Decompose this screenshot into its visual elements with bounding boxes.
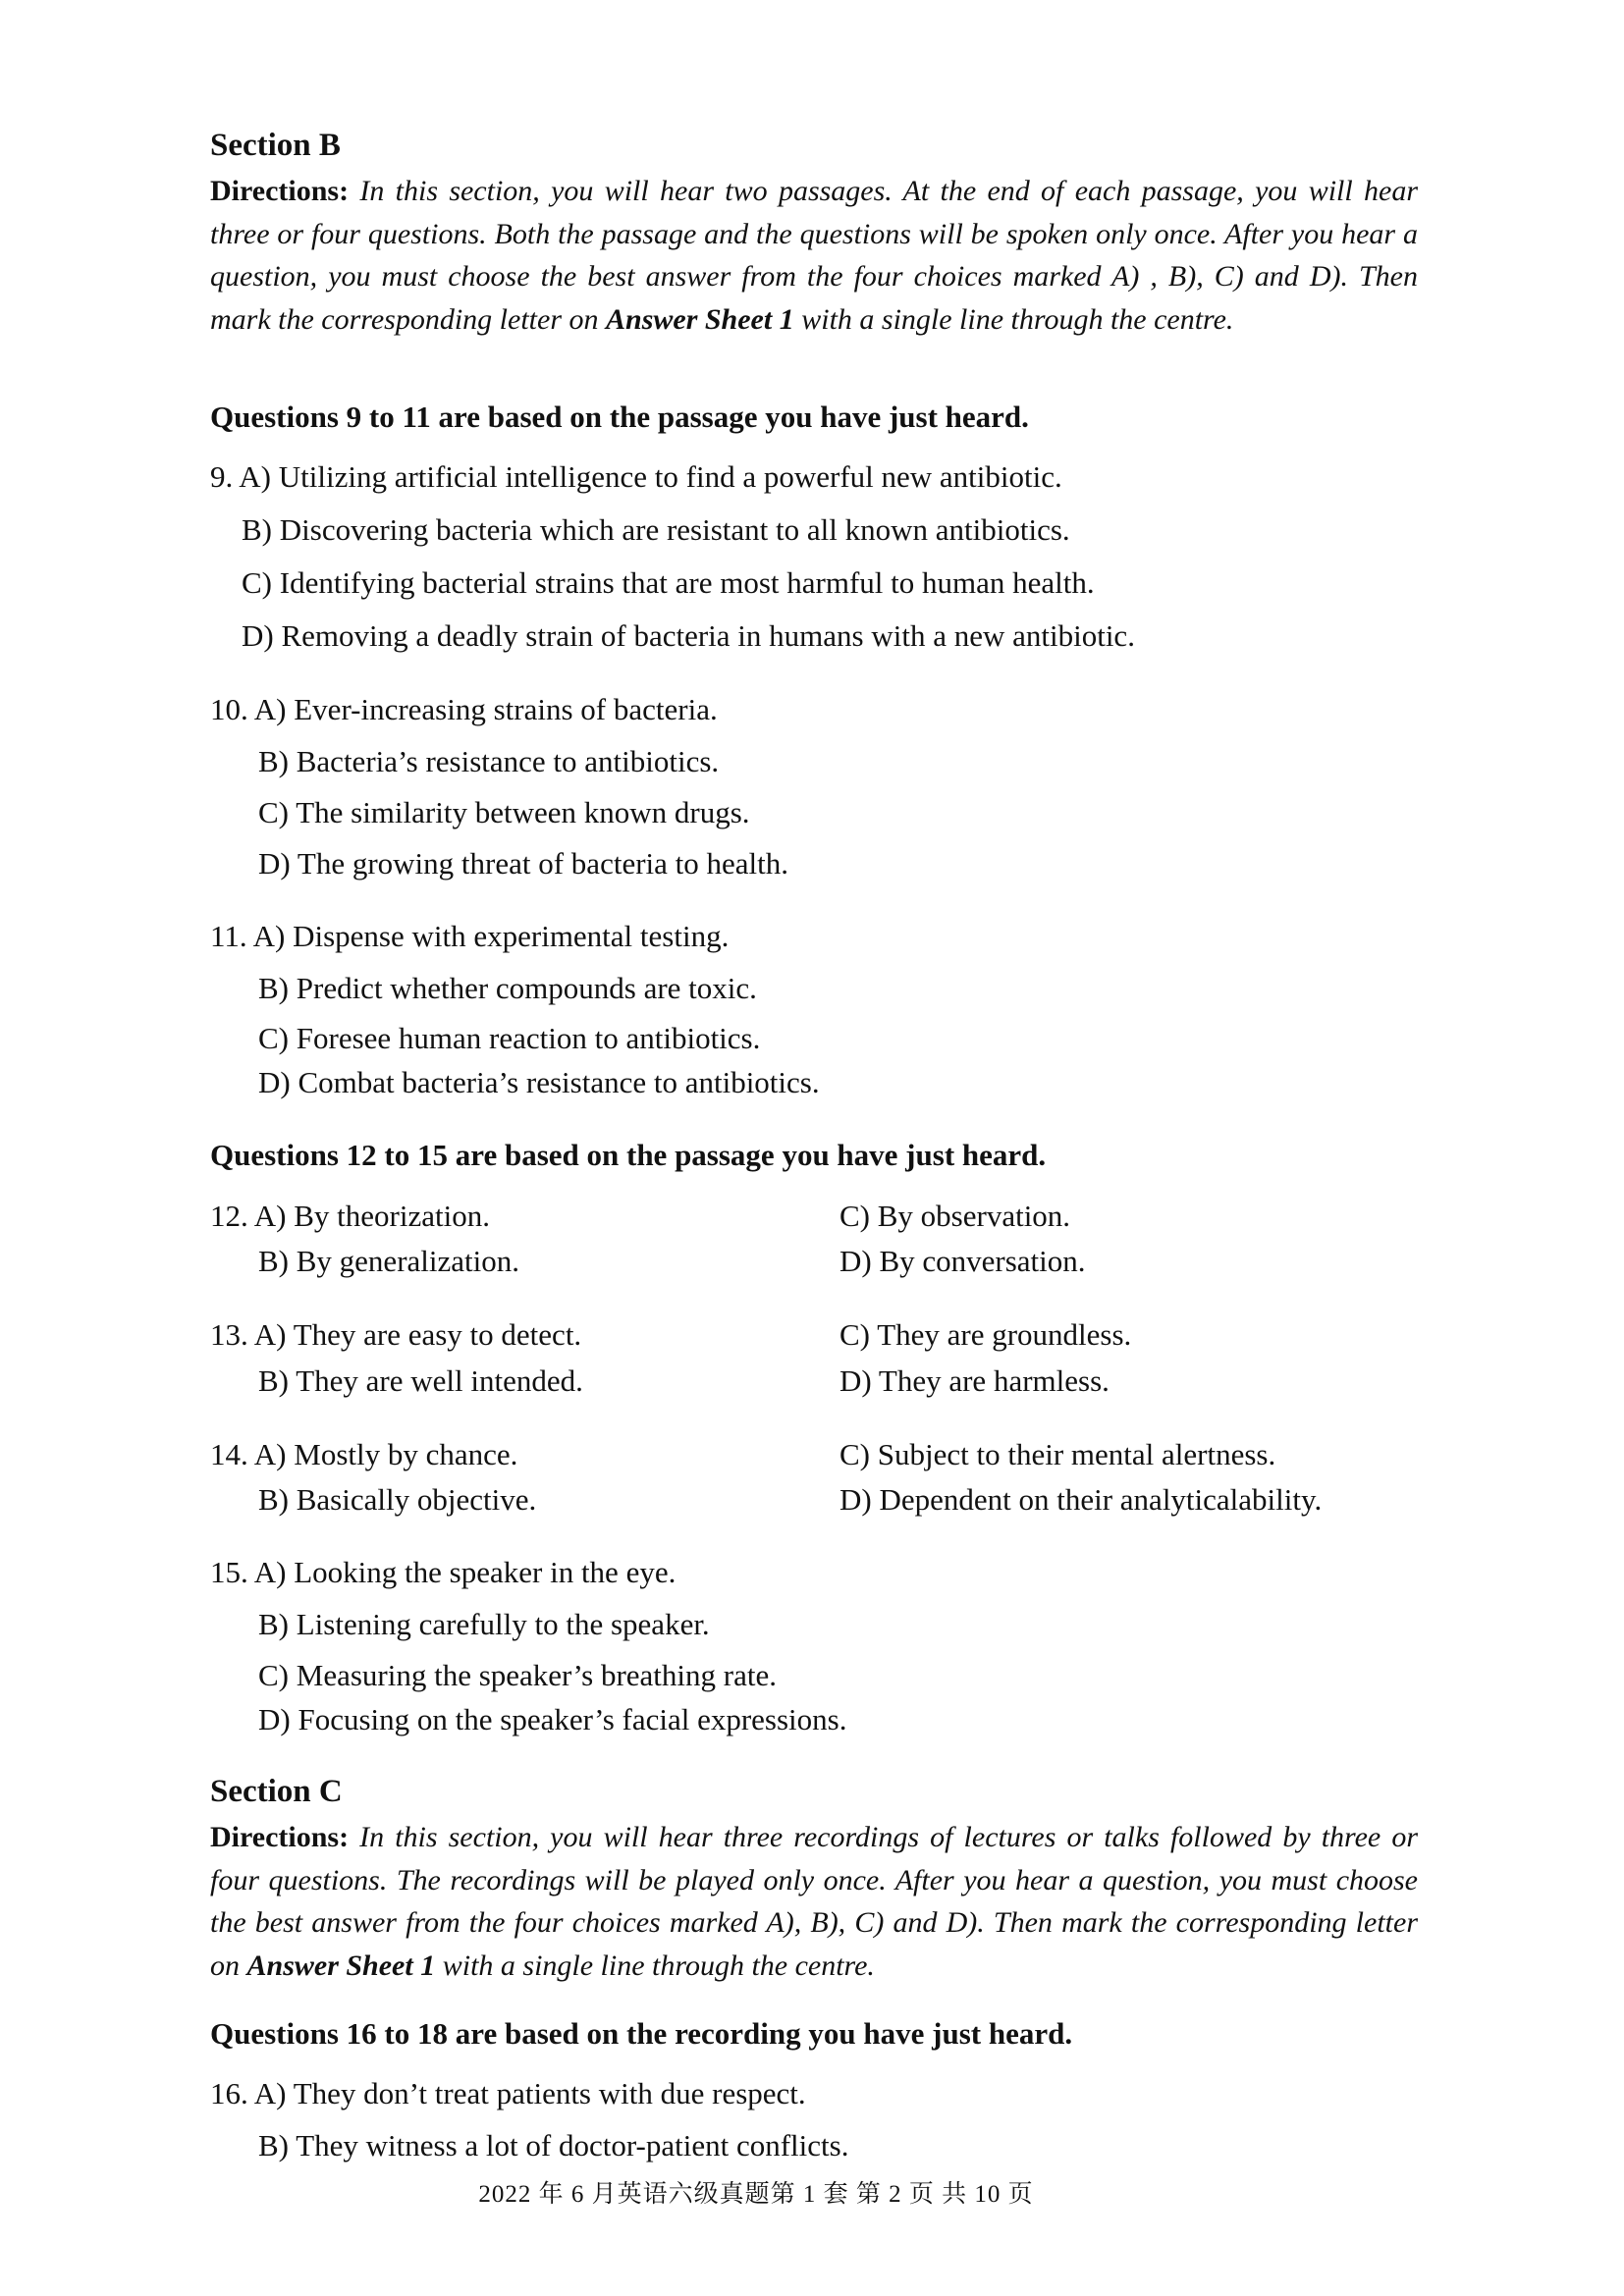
q10-option-d: D) The growing threat of bacteria to health. bbox=[258, 846, 789, 881]
q12-option-c: C) By observation. bbox=[839, 1199, 1071, 1233]
page-footer: 2022 年 6 月英语六级真题第 1 套 第 2 页 共 10 页 bbox=[478, 2181, 1034, 2208]
q11-option-d: D) Combat bacteria’s resistance to antibiotics. bbox=[258, 1065, 820, 1099]
q15-option-b: B) Listening carefully to the speaker. bbox=[258, 1607, 710, 1641]
q9-option-b: B) Discovering bacteria which are resistant to all known antibiotics. bbox=[242, 512, 1070, 547]
q13-option-d: D) They are harmless. bbox=[839, 1363, 1110, 1398]
q14-option-c: C) Subject to their mental alertness. bbox=[839, 1437, 1276, 1471]
q10-option-c: C) The similarity between known drugs. bbox=[258, 795, 750, 829]
q14-option-a: 14. A) Mostly by chance. bbox=[210, 1437, 518, 1471]
directions-text-end: with a single line through the centre. bbox=[793, 302, 1234, 336]
directions-label: Directions: bbox=[210, 175, 350, 207]
question-group-heading: Questions 12 to 15 are based on the passage you have just heard. bbox=[210, 1138, 1047, 1172]
answer-sheet-ref: Answer Sheet 1 bbox=[246, 1949, 436, 1982]
q13-option-b: B) They are well intended. bbox=[258, 1363, 583, 1398]
directions-label: Directions: bbox=[210, 1821, 350, 1853]
answer-sheet-ref: Answer Sheet 1 bbox=[606, 302, 794, 336]
q15-option-a: 15. A) Looking the speaker in the eye. bbox=[210, 1555, 677, 1589]
section-c-directions bbox=[210, 1816, 1418, 1987]
q15-option-d: D) Focusing on the speaker’s facial expressions. bbox=[258, 1702, 847, 1736]
q12-option-d: D) By conversation. bbox=[839, 1244, 1086, 1278]
q15-option-c: C) Measuring the speaker’s breathing rate. bbox=[258, 1658, 777, 1692]
q9-option-a: 9. A) Utilizing artificial intelligence to find a powerful new antibiotic. bbox=[210, 459, 1062, 494]
section-b-directions bbox=[210, 170, 1418, 341]
q12-option-b: B) By generalization. bbox=[258, 1244, 519, 1278]
q12-option-a: 12. A) By theorization. bbox=[210, 1199, 490, 1233]
q14-option-d: D) Dependent on their analyticalability. bbox=[839, 1482, 1323, 1517]
q16-option-a: 16. A) They don’t treat patients with due respect. bbox=[210, 2076, 806, 2110]
question-group-heading: Questions 16 to 18 are based on the recording you have just heard. bbox=[210, 2016, 1073, 2051]
section-c-title: Section C bbox=[210, 1774, 343, 1809]
q11-option-a: 11. A) Dispense with experimental testing. bbox=[210, 919, 730, 953]
q14-option-b: B) Basically objective. bbox=[258, 1482, 537, 1517]
directions-text: In this section, you will hear three recordings of lectures or talks followed by three or four questions. The recordings will be played only once. After you hear a question, you must choose the best answer from the four choices marked A), B), C) and D). Then mark the corresponding letter on bbox=[210, 1821, 1418, 1982]
q10-option-b: B) Bacteria’s resistance to antibiotics. bbox=[258, 744, 720, 778]
q10-option-a: 10. A) Ever-increasing strains of bacteria. bbox=[210, 692, 718, 726]
q11-option-b: B) Predict whether compounds are toxic. bbox=[258, 971, 757, 1005]
q13-option-c: C) They are groundless. bbox=[839, 1317, 1132, 1352]
q9-option-d: D) Removing a deadly strain of bacteria in humans with a new antibiotic. bbox=[242, 618, 1135, 653]
q9-option-c: C) Identifying bacterial strains that are most harmful to human health. bbox=[242, 565, 1095, 600]
directions-text-end: with a single line through the centre. bbox=[435, 1949, 875, 1982]
q13-option-a: 13. A) They are easy to detect. bbox=[210, 1317, 582, 1352]
q11-option-c: C) Foresee human reaction to antibiotics. bbox=[258, 1021, 761, 1055]
directions-text: In this section, you will hear two passages. At the end of each passage, you will hear three or four questions. Both the passage and the questions will be spoken only once. After you hear a question, you must choose the best answer from the four choices marked A) , B), C) and D). Then mark the corresponding letter on bbox=[210, 175, 1418, 336]
question-group-heading: Questions 9 to 11 are based on the passage you have just heard. bbox=[210, 400, 1029, 434]
q16-option-b: B) They witness a lot of doctor-patient conflicts. bbox=[258, 2128, 849, 2163]
section-b-title: Section B bbox=[210, 128, 341, 163]
